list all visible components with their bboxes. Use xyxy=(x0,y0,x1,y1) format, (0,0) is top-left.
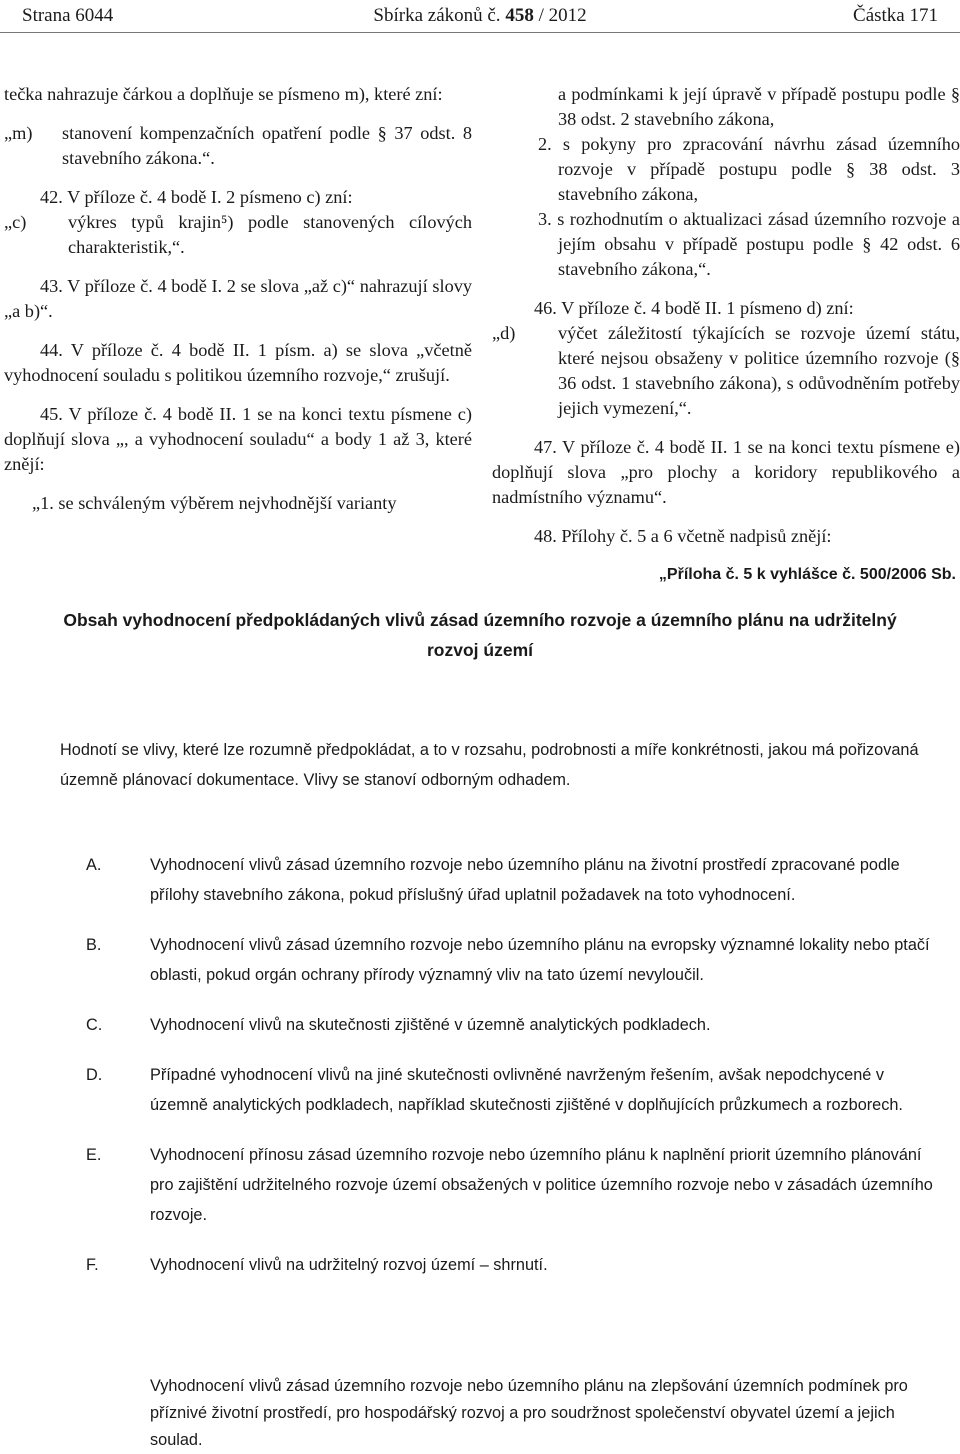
annex-item-letter: B. xyxy=(86,936,102,954)
item-m-label: „m) xyxy=(4,123,33,143)
annex-item-letter: C. xyxy=(86,1016,103,1034)
annex-item-text: Vyhodnocení přínosu zásad územního rozvoje nebo územního plánu k naplnění priorit územního plánování pro zajištění udržitelného rozvoje území obsažených v politice územního rozvoje nebo v zásadách územního rozvoje. xyxy=(150,1146,933,1224)
item-c xyxy=(4,210,472,260)
page-header xyxy=(0,0,960,34)
annex-item xyxy=(86,1250,936,1280)
annex-item-letter: F. xyxy=(86,1256,99,1274)
annex-item-letter: A. xyxy=(86,856,102,874)
collection-prefix: Sbírka zákonů č. xyxy=(373,5,501,26)
item-d-text: výčet záležitostí týkajících se rozvoje území státu, které nejsou obsaženy v politice územního rozvoje (§ 36 odst. 1 stavebního zákona), s odůvodněním potřeby jejich vymezení,“. xyxy=(558,323,960,418)
item-m xyxy=(4,121,472,171)
annex-item-text: Vyhodnocení vlivů na skutečnosti zjištěné v územně analytických podkladech. xyxy=(150,1016,711,1034)
annex-item-text: Vyhodnocení vlivů zásad územního rozvoje nebo územního plánu na životní prostředí zpracované podle přílohy stavebního zákona, pokud příslušný úřad uplatnil požadavek na toto vyhodnocení. xyxy=(150,856,900,904)
paragraph-48: 48. Přílohy č. 5 a 6 včetně nadpisů znějí: xyxy=(534,526,832,546)
collection-number: 458 xyxy=(505,5,534,26)
item-1-continued: a podmínkami k její úpravě v případě postupu podle § 38 odst. 2 stavebního zákona, xyxy=(558,84,960,129)
annex-item-list xyxy=(86,850,936,1280)
annex-item xyxy=(86,1010,936,1040)
annex-intro: Hodnotí se vlivy, které lze rozumně předpokládat, a to v rozsahu, podrobnosti a míře konkrétnosti, jakou má pořizovaná územně plánovací dokumentace. Vlivy se stanoví odborným odhadem. xyxy=(60,741,919,789)
annex-item-text: Vyhodnocení vlivů na udržitelný rozvoj území – shrnutí. xyxy=(150,1256,548,1274)
paragraph-44: 44. V příloze č. 4 bodě II. 1 písm. a) se slova „včetně vyhodnocení souladu s politikou územního rozvoje,“ zrušují. xyxy=(4,340,472,385)
annex-item xyxy=(86,930,936,990)
item-c-label: „c) xyxy=(4,212,27,232)
paragraph-42: 42. V příloze č. 4 bodě I. 2 písmeno c) zní: xyxy=(40,187,353,207)
item-d xyxy=(492,321,960,421)
collection-year: / 2012 xyxy=(538,5,587,26)
item-d-label: „d) xyxy=(492,323,516,343)
intro-text: tečka nahrazuje čárkou a doplňuje se písmeno m), které zní: xyxy=(4,84,443,104)
right-column xyxy=(492,82,960,549)
paragraph-45: 45. V příloze č. 4 bodě II. 1 se na konci textu písmene c) doplňují slova „, a vyhodnocení souladu“ a body 1 až 3, které znějí: xyxy=(4,404,472,474)
collection-reference xyxy=(0,5,960,27)
paragraph-47: 47. V příloze č. 4 bodě II. 1 se na konci textu písmene e) doplňují slova „pro plochy a koridory republikového a nadmístního významu“. xyxy=(492,437,960,507)
item-1-start: „1. se schváleným výběrem nejvhodnější varianty xyxy=(32,493,397,513)
item-2: 2. s pokyny pro zpracování návrhu zásad územního rozvoje v případě postupu podle § 38 odst. 3 stavebního zákona, xyxy=(538,134,960,204)
annex-title: Obsah vyhodnocení předpokládaných vlivů zásad územního rozvoje a územního plánu na udržitelný rozvoj území xyxy=(63,610,897,660)
left-column xyxy=(4,82,472,516)
annex-item-letter: E. xyxy=(86,1146,102,1164)
header-divider xyxy=(0,32,960,33)
paragraph-46: 46. V příloze č. 4 bodě II. 1 písmeno d) zní: xyxy=(534,298,854,318)
annex-item xyxy=(86,1140,936,1230)
annex-item-letter: D. xyxy=(86,1066,103,1084)
annex-final-paragraph: Vyhodnocení vlivů zásad územního rozvoje nebo územního plánu na zlepšování územních podmínek pro příznivé životní prostředí, pro hospodářský rozvoj a pro soudržnost společenství obyvatel území a jejich soulad. xyxy=(150,1377,908,1449)
part-number: Částka 171 xyxy=(853,5,938,26)
paragraph-43: 43. V příloze č. 4 bodě I. 2 se slova „až c)“ nahrazují slovy „a b)“. xyxy=(4,276,472,321)
annex-item xyxy=(86,1060,936,1120)
item-m-text: stanovení kompenzačních opatření podle § 37 odst. 8 stavebního zákona.“. xyxy=(62,123,472,168)
item-3: 3. s rozhodnutím o aktualizaci zásad územního rozvoje a jejím obsahu v případě postupu podle § 42 odst. 6 stavebního zákona,“. xyxy=(538,209,960,279)
item-c-text: výkres typů krajin⁵) podle stanovených cílových charakteristik,“. xyxy=(68,212,472,257)
annex-item xyxy=(86,850,936,910)
annex-label: „Příloha č. 5 k vyhlášce č. 500/2006 Sb. xyxy=(658,566,956,583)
annex-item-text: Případné vyhodnocení vlivů na jiné skutečnosti ovlivněné navrženým řešením, avšak nepodchycené v územně analytických podkladech, například skutečnosti zjištěné v doplňujících průzkumech a rozborech. xyxy=(150,1066,903,1114)
page-number: Strana 6044 xyxy=(22,5,114,26)
annex-item-text: Vyhodnocení vlivů zásad územního rozvoje nebo územního plánu na evropsky významné lokality nebo ptačí oblasti, pokud orgán ochrany přírody významný vliv na tato území nevyloučil. xyxy=(150,936,930,984)
